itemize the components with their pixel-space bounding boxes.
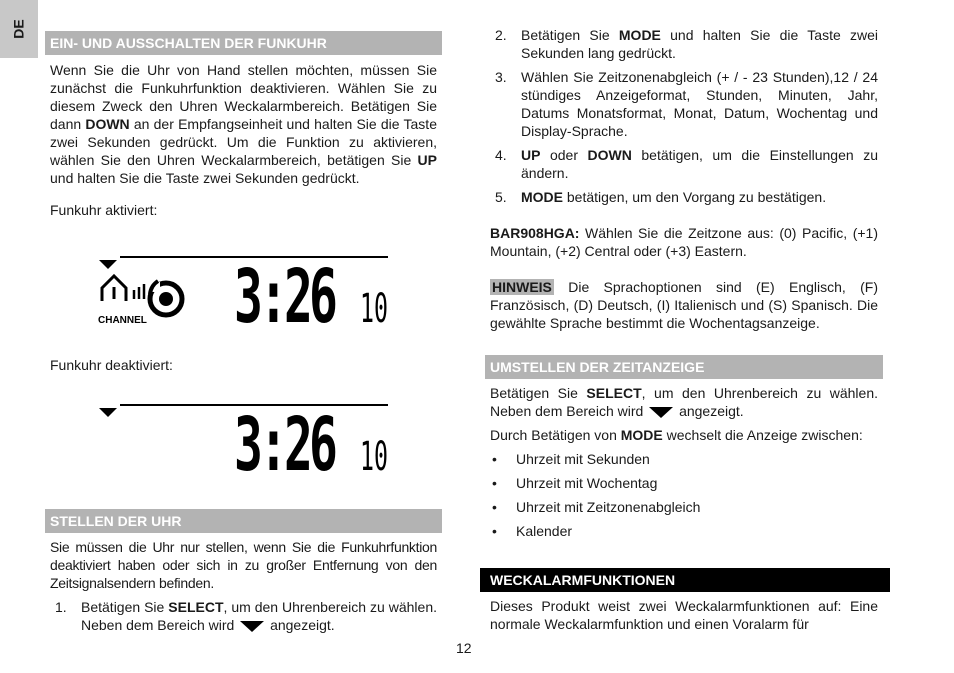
text-span: Wählen Sie die Zeitzone aus: (0) Pacific, (+1) Mountain, (+2) Central oder (+3) Eastern.: [490, 225, 878, 259]
text-span: Durch Betätigen von: [490, 427, 621, 443]
key-mode: MODE: [620, 427, 663, 443]
section-heading-alarm: WECKALARMFUNKTIONEN: [480, 568, 890, 592]
set-clock-steps-continued: [485, 26, 883, 206]
step-1: [45, 598, 442, 634]
model-name: BAR908HGA:: [490, 225, 580, 241]
text-span: Wählen Sie Zeitzonenabgleich (+ / - 23 Stunden),12 / 24 stündiges Anzeigeformat, Stunden, Minuten, Jahr, Datums Monatsformat, Monat, Datum, Wochentag und Display-Sprache.: [521, 69, 878, 139]
language-tab: [0, 0, 38, 58]
radio-clock-paragraph: [45, 61, 442, 187]
lcd-display-radio-off: [96, 402, 392, 474]
key-up: UP: [521, 147, 541, 163]
alarm-section: [480, 568, 890, 633]
left-column-lower: [45, 509, 442, 634]
display-mode-list: [485, 450, 883, 546]
text-span: Wenn Sie die Uhr von Hand stellen möchten, müssen Sie zunächst die Funkuhrfunktion deaktivieren. Wählen Sie zu diesem Zweck den Uhren Weckalarmbereich. Betätigen Sie dann: [50, 62, 437, 132]
step-number: 3.: [495, 69, 507, 85]
step-number: 1.: [55, 599, 67, 615]
lcd-seconds: 10: [360, 286, 388, 329]
key-down: DOWN: [85, 116, 130, 132]
step-number: 4.: [495, 147, 507, 163]
language-tab-label: DE: [10, 19, 27, 39]
list-item: • Kalender: [485, 522, 883, 546]
signal-bars-icon: [134, 284, 144, 299]
lcd-seconds: 10: [360, 434, 388, 474]
time-display-paragraph-2: [485, 426, 883, 444]
house-signal-icon: [102, 276, 126, 301]
step-2: [485, 26, 883, 62]
section-heading-time-display: UMSTELLEN DER ZEITANZEIGE: [485, 355, 883, 379]
key-up: UP: [417, 152, 437, 168]
section-heading-radio-clock: EIN- UND AUSSCHALTEN DER FUNKUHR: [45, 31, 442, 55]
step-4: [485, 146, 883, 182]
step-number: 2.: [495, 27, 507, 43]
text-span: wechselt die Anzeige zwischen:: [662, 427, 863, 443]
right-column-lower: [485, 355, 883, 546]
key-select: SELECT: [168, 599, 224, 615]
text-span: , um den Uhrenbereich zu wählen. Neben dem Bereich wird: [490, 385, 879, 419]
lcd-display-radio-on: [96, 254, 392, 329]
text-span: betätigen, um den Vorgang zu bestätigen.: [563, 189, 827, 205]
radio-on-label: Funkuhr aktiviert:: [50, 202, 158, 218]
key-select: SELECT: [586, 385, 642, 401]
channel-label: CHANNEL: [98, 315, 147, 326]
text-span: Die Sprachoptionen sind (E) Englisch, (F) Französisch, (D) Deutsch, (I) Italienisch und (S) Spanisch. Die gewählte Sprache bestimmt die Wochentagsanzeige.: [490, 279, 878, 331]
arrow-indicator-icon: [649, 407, 673, 418]
lcd-time: 3:26: [234, 254, 336, 329]
text-span: Betätigen Sie: [521, 27, 619, 43]
lcd-illustration: [96, 254, 392, 329]
model-note: [485, 224, 883, 260]
key-mode: MODE: [618, 27, 661, 43]
key-down: DOWN: [587, 147, 632, 163]
lcd-illustration: [96, 402, 392, 474]
right-column: [485, 26, 883, 332]
time-display-paragraph-1: [485, 384, 883, 420]
page-number: 12: [456, 640, 472, 656]
text-span: betätigen, um die Einstellungen zu ändern.: [521, 147, 878, 181]
lcd-time: 3:26: [234, 402, 336, 474]
arrow-indicator-icon: [99, 408, 117, 417]
list-item: • Uhrzeit mit Wochentag: [485, 474, 883, 498]
radio-off-label: Funkuhr deaktiviert:: [50, 357, 173, 373]
text-span: Betätigen Sie: [81, 599, 169, 615]
text-span: Betätigen Sie: [490, 385, 587, 401]
step-3: [485, 68, 883, 140]
note-badge: HINWEIS: [492, 279, 552, 295]
text-span: angezeigt.: [675, 403, 744, 419]
list-item: • Uhrzeit mit Sekunden: [485, 450, 883, 474]
text-span: an der Empfangseinheit und halten Sie die Taste zwei Sekunden gedrückt. Um die Funktion zu aktivieren, wählen Sie den Uhren Weckalarmbereich, betätigen Sie: [50, 116, 437, 168]
left-column: [45, 31, 442, 219]
step-number: 5.: [495, 189, 507, 205]
text-span: oder: [540, 147, 588, 163]
key-mode: MODE: [521, 189, 563, 205]
alarm-paragraph: Dieses Produkt weist zwei Weckalarmfunktionen auf: Eine normale Weckalarmfunktion und einen Voralarm für: [490, 598, 878, 632]
text-span: und halten Sie die Taste zwei Sekunden gedrückt.: [50, 170, 360, 186]
text-span: , um den Uhrenbereich zu wählen. Neben dem Bereich wird: [81, 599, 438, 633]
language-note: [485, 278, 883, 332]
list-item: • Uhrzeit mit Zeitzonenabgleich: [485, 498, 883, 522]
step-5: [485, 188, 883, 206]
arrow-indicator-icon: [240, 621, 264, 632]
set-clock-paragraph: Sie müssen die Uhr nur stellen, wenn Sie die Funkuhrfunktion deaktiviert haben oder sich in zu großer Entfernung von den Zeitsignalsendern befinden.: [50, 539, 437, 591]
section-heading-set-clock: STELLEN DER UHR: [45, 509, 442, 533]
set-clock-steps: [45, 598, 442, 634]
arrow-indicator-icon: [99, 260, 117, 269]
text-span: und halten Sie die Taste zwei Sekunden lang gedrückt.: [521, 27, 878, 61]
text-span: angezeigt.: [266, 617, 335, 633]
